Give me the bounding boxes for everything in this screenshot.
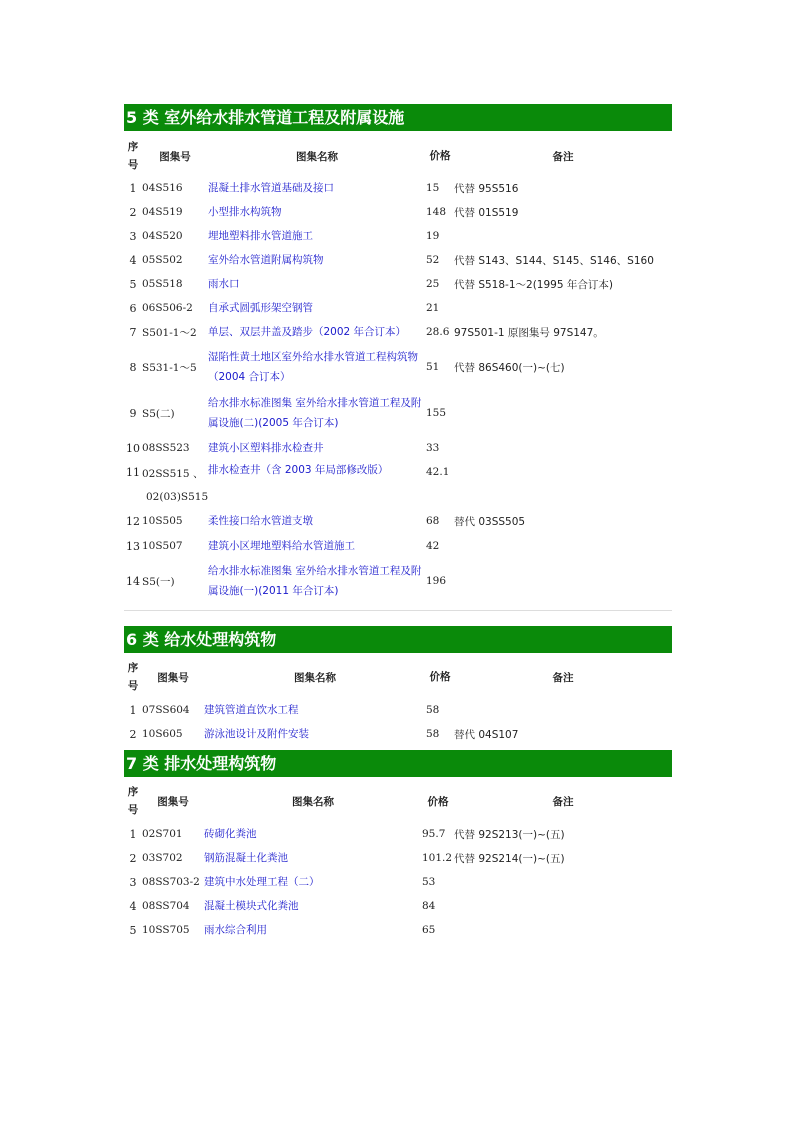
row-name: 埋地塑料排水管道施工 <box>208 230 313 242</box>
row-code: 04S519 <box>142 206 183 218</box>
section-6-banner: 6 类 给水处理构筑物 <box>124 626 672 653</box>
row-code: 10S605 <box>142 728 183 740</box>
row-price: 95.7 <box>422 828 446 840</box>
row-price: 155 <box>426 407 447 419</box>
row-code: S531-1～5 <box>142 361 197 374</box>
table-row <box>124 698 672 722</box>
row-note <box>454 436 672 460</box>
row-code: 10S507 <box>142 540 183 552</box>
row-note: 代替 92S214(一)~(五) <box>454 852 565 865</box>
row-price: 84 <box>422 900 436 912</box>
header-code: 图集号 <box>159 150 191 163</box>
section-7-banner: 7 类 排水处理构筑物 <box>124 750 672 777</box>
row-code: 04S516 <box>142 182 183 194</box>
row-code: 04S520 <box>142 230 183 242</box>
row-code: S501-1～2 <box>142 326 197 339</box>
row-note <box>454 534 672 558</box>
row-price: 148 <box>426 206 447 218</box>
section-5-table <box>124 136 672 604</box>
row-code: 08SS704 <box>142 900 190 912</box>
row-seq: 2 <box>129 851 137 865</box>
table-header-row <box>124 780 672 822</box>
row-name: 给水排水标准图集 室外给水排水管道工程及附属设施(一)(2011 年合订本) <box>208 565 422 597</box>
row-seq: 10 <box>126 441 140 455</box>
row-name: 柔性接口给水管道支墩 <box>208 515 313 527</box>
row-price: 53 <box>422 876 436 888</box>
row-name: 室外给水管道附属构筑物 <box>208 254 324 266</box>
row-name: 小型排水构筑物 <box>208 206 282 218</box>
row-code: 07SS604 <box>142 704 190 716</box>
table-row <box>124 248 672 272</box>
header-name: 图集名称 <box>292 795 334 808</box>
row-note <box>454 390 672 436</box>
row-note <box>454 460 672 486</box>
row-seq: 1 <box>129 827 137 841</box>
table-row <box>124 846 672 870</box>
row-name: 砖砌化粪池 <box>204 828 257 840</box>
table-row <box>124 534 672 558</box>
table-row <box>124 344 672 390</box>
row-code: 06S506-2 <box>142 302 193 314</box>
row-note <box>454 296 672 320</box>
table-row <box>124 320 672 344</box>
row-name: 混凝土模块式化粪池 <box>204 900 299 912</box>
row-name: 单层、双层井盖及踏步（2002 年合订本） <box>208 326 407 338</box>
row-code: 05S502 <box>142 254 183 266</box>
table-row <box>124 390 672 436</box>
table-row <box>124 722 672 746</box>
header-name: 图集名称 <box>294 671 336 684</box>
header-name: 图集名称 <box>296 150 338 163</box>
header-code: 图集号 <box>157 795 189 808</box>
row-name: 钢筋混凝土化粪池 <box>204 852 288 864</box>
row-note: 代替 92S213(一)~(五) <box>454 828 565 841</box>
row-note: 替代 03SS505 <box>454 515 526 528</box>
header-note: 备注 <box>552 795 574 808</box>
row-name: 游泳池设计及附件安装 <box>204 728 309 740</box>
row-seq: 9 <box>129 406 137 420</box>
row-price: 65 <box>422 924 436 936</box>
table-row <box>124 558 672 604</box>
table-header-row <box>124 656 672 698</box>
row-price: 58 <box>426 704 440 716</box>
row-code: 05S518 <box>142 278 183 290</box>
row-name: 建筑中水处理工程（二） <box>204 876 320 888</box>
row-name: 湿陷性黄土地区室外给水排水管道工程构筑物（2004 合订本） <box>208 351 418 383</box>
header-code: 图集号 <box>157 671 189 684</box>
row-seq: 1 <box>129 181 137 195</box>
row-name: 建筑小区埋地塑料给水管道施工 <box>208 540 355 552</box>
row-code: 08SS703-2 <box>142 876 200 888</box>
row-note <box>454 918 672 942</box>
header-seq: 序号 <box>127 141 139 171</box>
row-code: 10SS705 <box>142 924 190 936</box>
table-row <box>124 296 672 320</box>
table-row <box>124 200 672 224</box>
row-name: 给水排水标准图集 室外给水排水管道工程及附属设施(二)(2005 年合订本) <box>208 397 422 429</box>
row-note: 97S501-1 原图集号 97S147。 <box>454 326 604 339</box>
row-seq: 7 <box>129 325 137 339</box>
row-price: 42 <box>426 540 440 552</box>
row-seq: 8 <box>129 360 137 374</box>
row-price: 101.2 <box>422 852 453 864</box>
row-seq: 11 <box>126 466 140 479</box>
row-seq: 2 <box>129 727 137 741</box>
row-code: 02S701 <box>142 828 183 840</box>
row-seq: 1 <box>129 703 137 717</box>
table-row <box>124 822 672 846</box>
row-note <box>454 870 672 894</box>
row-note: 代替 S143、S144、S145、S146、S160 <box>454 254 654 267</box>
table-row <box>124 870 672 894</box>
row-seq: 4 <box>129 253 137 267</box>
row-price: 15 <box>426 182 440 194</box>
header-note: 备注 <box>552 150 574 163</box>
row-seq: 4 <box>129 899 137 913</box>
row-name: 雨水综合利用 <box>204 924 267 936</box>
section-5-banner: 5 类 室外给水排水管道工程及附属设施 <box>124 104 672 131</box>
row-price: 42.1 <box>426 466 450 478</box>
header-price: 价格 <box>429 671 451 683</box>
table-header-row <box>124 136 672 176</box>
row-price: 21 <box>426 302 440 314</box>
row-seq: 5 <box>129 277 137 291</box>
row-price: 51 <box>426 361 440 373</box>
row-seq: 3 <box>129 229 137 243</box>
row-seq: 6 <box>129 301 137 315</box>
table-row-continuation <box>124 486 672 508</box>
row-name: 混凝土排水管道基础及接口 <box>208 182 334 194</box>
row-note: 代替 86S460(一)~(七) <box>454 361 565 374</box>
row-note: 代替 95S516 <box>454 182 519 195</box>
row-name: 建筑小区塑料排水检查井 <box>208 442 324 454</box>
row-name: 雨水口 <box>208 278 240 290</box>
row-seq: 2 <box>129 205 137 219</box>
row-code: 03S702 <box>142 852 183 864</box>
header-price: 价格 <box>427 795 449 808</box>
table-row <box>124 176 672 200</box>
row-note <box>454 698 672 722</box>
row-note <box>454 558 672 604</box>
header-note: 备注 <box>552 671 574 684</box>
table-row <box>124 508 672 534</box>
row-code: 08SS523 <box>142 442 190 454</box>
row-price: 28.6 <box>426 326 450 338</box>
table-row <box>124 224 672 248</box>
divider <box>124 610 672 611</box>
row-price: 33 <box>426 442 440 454</box>
row-note <box>454 894 672 918</box>
row-code-continuation: 02(03)S515 <box>146 491 209 503</box>
table-row <box>124 894 672 918</box>
header-price: 价格 <box>429 150 451 162</box>
row-code: S5(一) <box>142 575 175 588</box>
row-seq: 3 <box>129 875 137 889</box>
row-name: 建筑管道直饮水工程 <box>204 704 299 716</box>
row-code: S5(二) <box>142 407 175 420</box>
row-name: 自承式圆弧形架空钢管 <box>208 302 313 314</box>
row-seq: 5 <box>129 923 137 937</box>
row-price: 25 <box>426 278 440 290</box>
row-price: 19 <box>426 230 440 242</box>
section-7-table <box>124 780 672 942</box>
row-code: 10S505 <box>142 515 183 527</box>
row-note: 替代 04S107 <box>454 728 519 741</box>
table-row <box>124 918 672 942</box>
row-seq: 12 <box>126 514 140 528</box>
row-note: 代替 S518-1～2(1995 年合订本) <box>454 278 613 291</box>
header-seq: 序号 <box>127 662 139 692</box>
row-price: 196 <box>426 575 447 587</box>
table-row <box>124 436 672 460</box>
row-name: 排水检查井（含 2003 年局部修改版） <box>208 464 389 476</box>
row-note <box>454 224 672 248</box>
row-note: 代替 01S519 <box>454 206 519 219</box>
row-price: 68 <box>426 515 440 527</box>
row-price: 52 <box>426 254 440 266</box>
row-seq: 14 <box>126 574 140 588</box>
section-6-table <box>124 656 672 746</box>
header-seq: 序号 <box>127 786 139 816</box>
row-price: 58 <box>426 728 440 740</box>
table-row <box>124 460 672 486</box>
row-seq: 13 <box>126 539 140 553</box>
table-row <box>124 272 672 296</box>
row-code: 02SS515 、 <box>142 468 204 480</box>
